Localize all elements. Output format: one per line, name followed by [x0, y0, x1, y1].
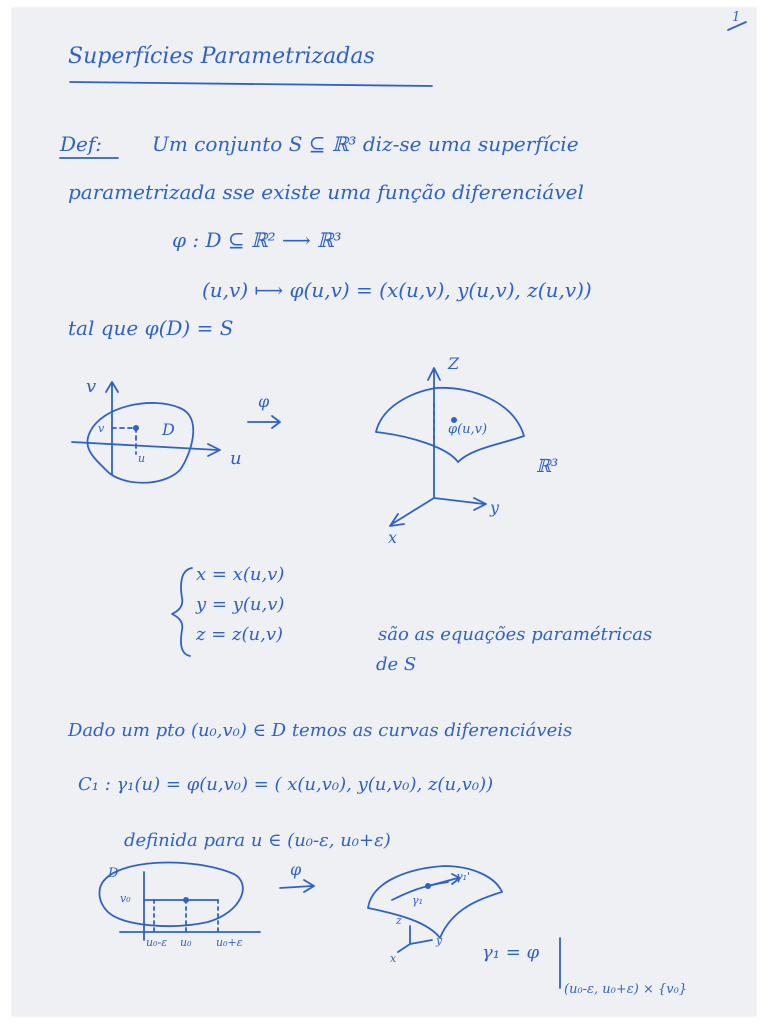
- diagram2-v0: v₀: [120, 892, 131, 905]
- surface-patch-2: [368, 866, 502, 938]
- diagram1-space-label: ℝ³: [536, 456, 559, 477]
- diagram2-region-label: D: [108, 866, 119, 881]
- definition-label: Def:: [60, 132, 103, 156]
- surface-curve-sketch: [368, 866, 560, 988]
- point-guides: [112, 428, 136, 454]
- diagram2-axis-z: z: [396, 914, 402, 927]
- diagram2-tick-1: u₀-ε: [146, 936, 168, 949]
- diagram1-map-symbol: φ: [258, 392, 270, 411]
- domain-guides: [154, 900, 218, 932]
- handwritten-strokes: [12, 8, 756, 1016]
- diagram1-surface-point: φ(u,v): [448, 422, 488, 437]
- diagram1-point-u: u: [138, 452, 146, 465]
- x-axis: [390, 498, 434, 526]
- curve-point: [425, 883, 431, 889]
- diagram2-tick-3: u₀+ε: [216, 936, 243, 949]
- surface-sketch: [376, 368, 524, 526]
- definition-line-2: parametrizada sse existe uma função diferenciável: [68, 180, 584, 204]
- title-underline: [70, 82, 432, 86]
- definition-line-1: Um conjunto S ⊆ ℝ³ diz-se uma superfície: [152, 132, 579, 156]
- restriction-subscript: (u₀-ε, u₀+ε) × {v₀}: [564, 982, 688, 997]
- small-axes: [398, 926, 432, 952]
- equations-text-1: são as equações paramétricas: [378, 624, 653, 645]
- equation-z: z = z(u,v): [196, 624, 284, 645]
- y-axis: [434, 498, 486, 510]
- diagram1-region-label: D: [162, 420, 175, 439]
- map-arrow-2: [280, 880, 314, 892]
- curves-intro: Dado um pto (u₀,v₀) ∈ D temos as curvas diferenciáveis: [68, 720, 573, 741]
- curve-c1: C₁ : γ₁(u) = φ(u,v₀) = ( x(u,v₀), y(u,v₀), z(u,v₀)): [78, 774, 494, 795]
- definition-tal-que: tal que φ(D) = S: [68, 316, 234, 340]
- equation-x: x = x(u,v): [196, 564, 285, 585]
- definition-map-line: φ : D ⊆ ℝ² ⟶ ℝ³: [172, 228, 342, 252]
- page-title: Superfícies Parametrizadas: [68, 44, 375, 69]
- map-arrow-1: [248, 416, 280, 428]
- equation-y: y = y(u,v): [196, 594, 285, 615]
- diagram1-axis-z: Z: [448, 354, 460, 373]
- diagram1-axis-v: v: [86, 376, 97, 397]
- diagram2-map-symbol: φ: [290, 860, 302, 879]
- restriction-lhs: γ₁ = φ: [482, 942, 540, 963]
- diagram1-axis-u: u: [230, 448, 242, 469]
- diagram2-tangent-label: γ₁': [456, 870, 471, 883]
- equations-text-2: de S: [376, 654, 417, 675]
- domain-point: [183, 897, 189, 903]
- definition-map-rule: (u,v) ⟼ φ(u,v) = (x(u,v), y(u,v), z(u,v)): [202, 278, 592, 302]
- u-axis: [72, 442, 220, 456]
- notebook-page: [12, 8, 756, 1016]
- domain-curve-sketch: [99, 862, 314, 940]
- parameter-point: [133, 425, 139, 431]
- diagram2-axis-y: y: [436, 934, 443, 947]
- diagram1-axis-y: y: [490, 498, 500, 517]
- equations-brace: [172, 568, 192, 656]
- diagram2-tick-2: u₀: [180, 936, 192, 949]
- diagram2-axis-x: x: [390, 952, 397, 965]
- curve-domain: definida para u ∈ (u₀-ε, u₀+ε): [124, 830, 391, 851]
- page-number: 1: [732, 10, 741, 25]
- diagram1-point-v: v: [98, 422, 105, 435]
- diagram2-gamma-label: γ₁: [412, 894, 423, 907]
- diagram1-axis-x: x: [388, 528, 398, 547]
